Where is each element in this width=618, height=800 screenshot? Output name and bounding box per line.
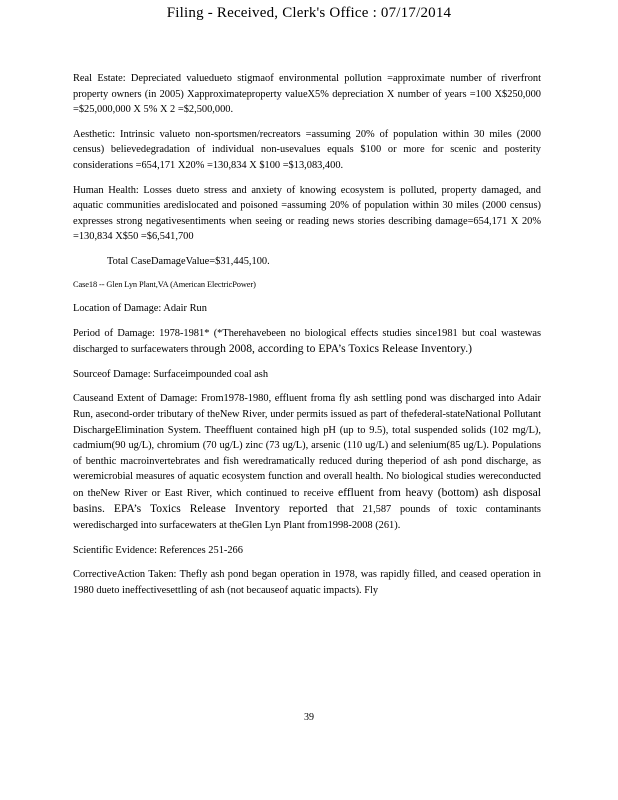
- period-paragraph: [73, 326, 541, 358]
- real-estate-paragraph: Real Estate: Depreciated valuedueto stigmaof environmental pollution =approximate number of riverfront property owners (in 2005) Xapproximateproperty valueX5% depreciation X number of years =100 X$250,000 =$25,000,000 X 5% X 2 =$2,500,000.: [73, 73, 541, 116]
- source-paragraph: Sourceof Damage: Surfaceimpounded coal ash: [73, 368, 269, 380]
- corrective-action-paragraph: CorrectiveAction Taken: Thefly ash pond began operation in 1978, was rapidly filled, and ceased operation in 1980 dueto ineffectivesettling of ash (not becauseof aquatic impacts). Fly: [73, 569, 541, 596]
- period-text: Period of Damage: 1978-1981* (*Therehavebeen no biological effects studies since1981 but coal wastewas discharged to surfacewaters th: [73, 327, 541, 356]
- human-health-paragraph: Human Health: Losses dueto stress and anxiety of knowing ecosystem is polluted, property damaged, and aquatic communities aredislocated and poisoned =assuming 20% of population within 30 miles (2000 census) expresses strong negativesentiments when seeing or reading news stories describing damage=654,171 X 20% =130,834 X$50 =$6,541,700: [73, 184, 541, 243]
- cause-text-end: 21,587 pounds of toxic contaminants weredischarged into surfacewaters at theGlen Lyn Plant from1998-2008 (261).: [73, 504, 541, 532]
- document-body: [73, 71, 541, 607]
- cause-text-large: effluent from heavy (bottom) ash disposal basins. EPA’s Toxics Release Inventory reported that: [73, 485, 541, 516]
- cause-paragraph: [73, 391, 541, 533]
- location-paragraph: Location of Damage: Adair Run: [73, 302, 207, 314]
- page-number: 39: [304, 712, 314, 723]
- filing-header: Filing - Received, Clerk's Office : 07/17/2014: [166, 5, 452, 21]
- case-title: Case18 -- Glen Lyn Plant,VA (American ElectricPower): [73, 279, 256, 289]
- aesthetic-paragraph: Aesthetic: Intrinsic valueto non-sportsmen/recreators =assuming 20% of population within 30 miles (2000 census) believedegradation of individual non-usevalues equals $100 or more for scenic and posterity considerations =654,171 X20% =130,834 X $100 =$13,083,400.: [73, 128, 541, 171]
- cause-text: Causeand Extent of Damage: From1978-1980, effluent froma fly ash settling pond was discharged into Adair Run, asecond-order tributary of theNew River, under permits issued as part of thefederal-stateNational Pollutant DischargeElimination System. Theeffluent contained high pH (up to 9.5), total suspended solids (102 mg/L), cadmium(90 ug/L), chromium (70 ug/L) zinc (73 ug/L), arsenic (110 ug/L) and selenium(85 ug/L). Populations of benthic macroinvertebrates and fish weredramatically reduced during theperiod of ash pond discharge, as weremicrobial measures of aquatic ecosystem function and overall health. No biological studies wereconducted on theNew River or East River, which continued to receive: [73, 393, 541, 499]
- total-damage-value: Total CaseDamageValue=$31,445,100.: [107, 255, 270, 267]
- scientific-evidence-paragraph: Scientific Evidence: References 251-266: [73, 544, 243, 556]
- period-text-continued: rough 2008, according to EPA’s Toxics Release Inventory.): [198, 342, 472, 356]
